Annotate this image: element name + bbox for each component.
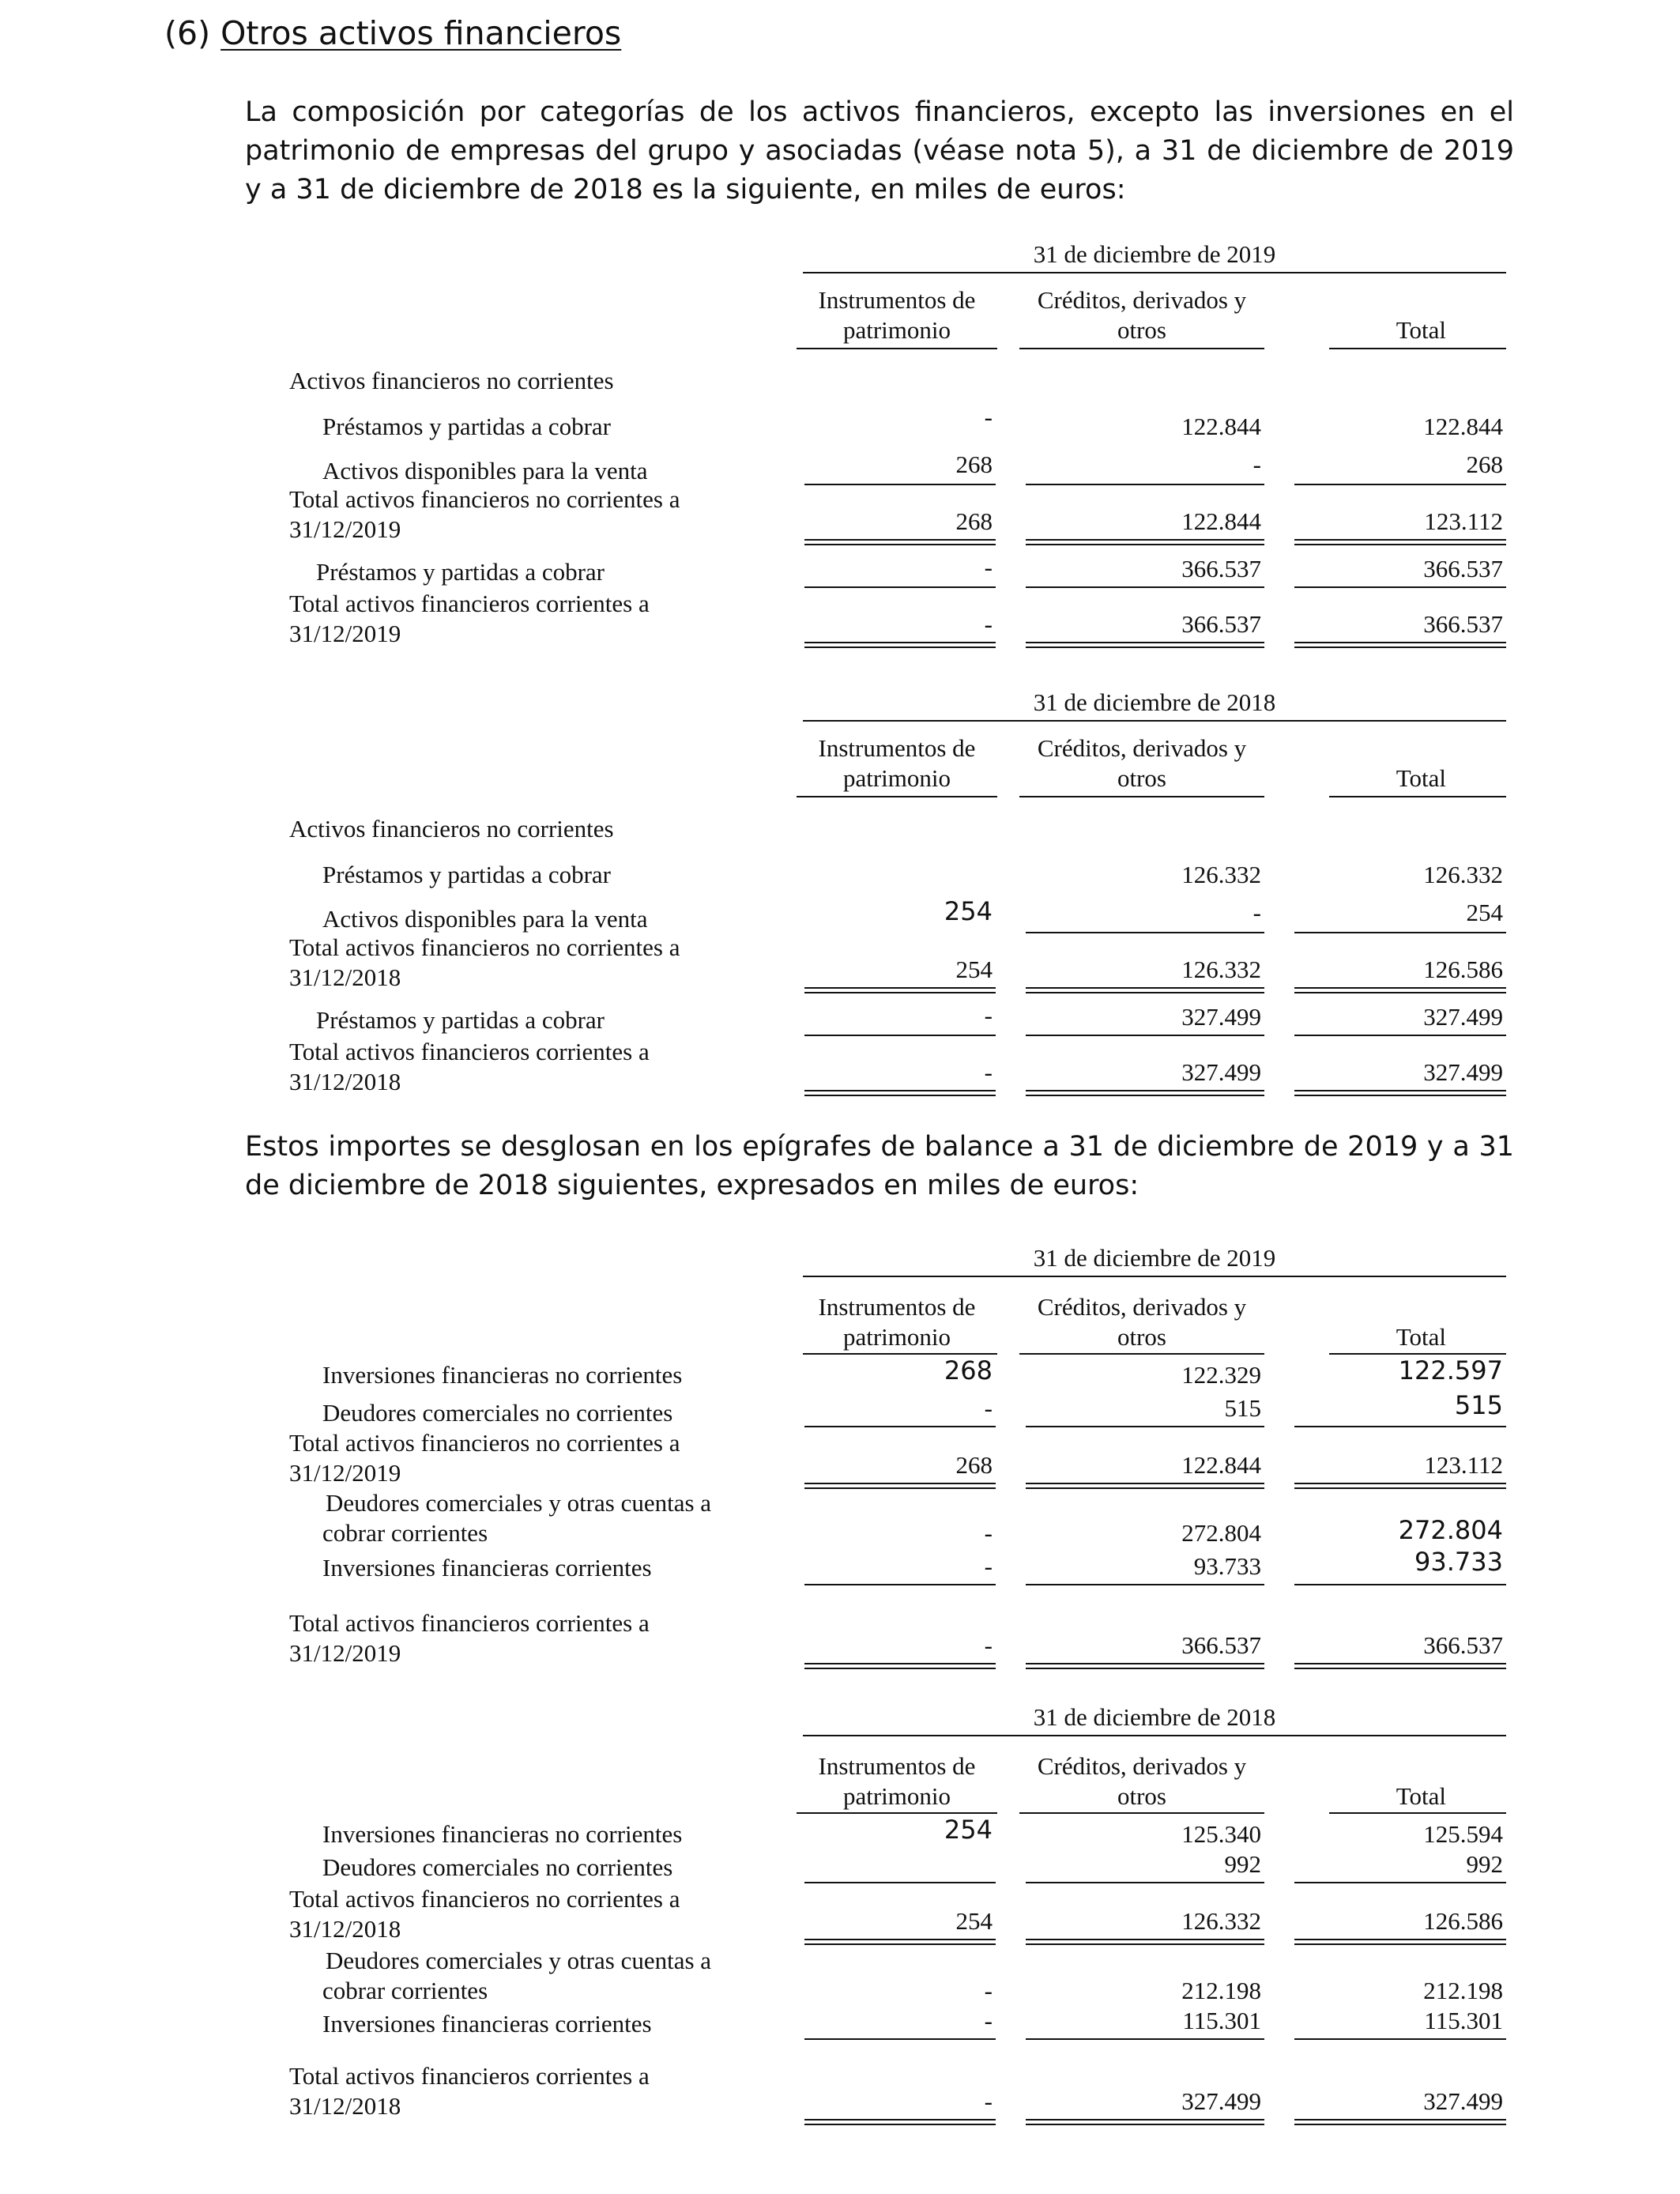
row-label: Inversiones financieras no corrientes <box>322 1820 683 1848</box>
row-label: Deudores comerciales y otras cuentas a <box>326 1947 712 1974</box>
breakdown-paragraph: Estos importes se desglosan en los epígrafes de balance a 31 de diciembre de 2019 y a 31 de diciembre de 2018 siguientes, expresados en miles de euros: <box>245 1131 1514 1201</box>
table-period: 31 de diciembre de 2018 <box>1033 688 1276 716</box>
col-header-total: Total <box>1396 1323 1446 1351</box>
row-label: Total activos financieros no corrientes a <box>289 485 680 513</box>
col-header-credits: Créditos, derivados y <box>1037 1752 1247 1780</box>
col-header-total: Total <box>1396 316 1446 344</box>
row-label: Total activos financieros no corrientes a <box>289 1885 680 1913</box>
intro-paragraph: La composición por categorías de los activos financieros, excepto las inversiones en el patrimonio de empresas del grupo y asociadas (véase nota 5), a 31 de diciembre de 2019 y a 31 de diciembre de 2018 es la siguiente, en miles de euros: <box>245 96 1514 205</box>
row-label: Total activos financieros corrientes a <box>289 1038 650 1065</box>
col-header-credits: Créditos, derivados y <box>1037 1293 1247 1321</box>
row-label: Total activos financieros corrientes a <box>289 2062 650 2090</box>
col-header-credits: Créditos, derivados y <box>1037 286 1247 314</box>
section-heading <box>164 14 621 52</box>
col-header-total: Total <box>1396 764 1446 792</box>
section-number: (6) <box>164 14 211 52</box>
row-label: Deudores comerciales no corrientes <box>322 1399 673 1427</box>
section-title: Otros activos financieros <box>220 14 622 52</box>
row-label: Activos disponibles para la venta <box>322 457 648 484</box>
row-label: Total activos financieros no corrientes a <box>289 1429 680 1457</box>
row-label: Inversiones financieras corrientes <box>322 1554 652 1581</box>
row-label: Total activos financieros corrientes a <box>289 1609 650 1637</box>
table-period: 31 de diciembre de 2018 <box>1033 1703 1276 1731</box>
row-label: Préstamos y partidas a cobrar <box>316 558 605 586</box>
col-header-equity: Instrumentos de <box>818 1752 976 1780</box>
col-header-equity: Instrumentos de <box>818 734 976 762</box>
row-label: Préstamos y partidas a cobrar <box>322 861 611 888</box>
row-label: Préstamos y partidas a cobrar <box>316 1006 605 1034</box>
row-label: Deudores comerciales no corrientes <box>322 1853 673 1881</box>
row-label: Total activos financieros corrientes a <box>289 590 650 617</box>
table-period: 31 de diciembre de 2019 <box>1033 240 1276 268</box>
row-label: Préstamos y partidas a cobrar <box>322 413 611 440</box>
section-label: Activos financieros no corrientes <box>289 815 614 843</box>
row-label: Deudores comerciales y otras cuentas a <box>326 1489 712 1517</box>
col-header-total: Total <box>1396 1782 1446 1810</box>
table-period: 31 de diciembre de 2019 <box>1033 1244 1276 1272</box>
col-header-equity: Instrumentos de <box>818 286 976 314</box>
row-label: Inversiones financieras corrientes <box>322 2010 652 2038</box>
document-page: (6) Otros activos financieros La composición por categorías de los activos financieros, excepto las inversiones en el patrimonio de empresas del grupo y asociadas (véase nota 5), a 31 de diciembre de 2019 y a 31 de diciembre de 2018 es la siguiente, en miles de euros: 31 de diciembre de 2019 Instrumentos de patrimonio Créditos, derivados y otros Total Activos financieros no corrientes Préstamos y partidas a cobrar - 122.844 122.844 Activos disponibles para la venta 268 - 268 Total activos financieros no corrientes a 31/12/2019 268 122.844 123.112 Préstamos y partidas a cobrar - 366.537 366.537 Total activos financieros corrientes a 31/12/2019 - 366.537 366.537 31 de diciembre de 2018 Instrumentos de patrimonio Créditos, derivados y otros Total Activos financieros no corrientes Préstamos y partidas a cobrar 126.332 126.332 Activos disponibles para la venta 254 - 254 Total activos financieros no corrientes a 31/12/2018 254 126.332 126.586 Préstamos y partidas a cobrar - 327.499 327.499 Total activos financieros corrientes a 31/12/2018 - 327.499 327.499 Estos importes se desglosan en los epígrafes de balance a 31 de diciembre de 2019 y a 31 de diciembre de 2018 siguientes, expresados en miles de euros: 31 de diciembre de 2019 Instrumentos de patrimonio Créditos, derivados y otros Total Inversiones financieras no corrientes 268 122.329 122.597 Deudores comerciales no corrientes - 515 515 Total activos financieros no corrientes a 31/12/2019 268 122.844 123.112 Deudores comerciales y otras cuentas a cobrar corrientes - 272.804 272.804 Inversiones financieras corrientes - 93.733 93.733 Total activos financieros corrientes a 31/12/2019 - 366.537 366.537 31 de diciembre de 2018 Instrumentos de patrimonio Créditos, derivados y otros Total Inversiones financieras no corrientes 254 125.340 125.594 Deudores comerciales no corrientes 992 992 Total activos financieros no corrientes a 31/12/2018 254 126.332 126.586 Deudores comerciales y otras cuentas a cobrar corrientes - 212.198 212.198 Inversiones financieras corrientes - 115.301 115.301 Total activos financieros corrientes a 31/12/2018 - 327.499 327.499 <box>0 0 1680 2194</box>
col-header-credits: Créditos, derivados y <box>1037 734 1247 762</box>
col-header-equity: Instrumentos de <box>818 1293 976 1321</box>
row-label: Total activos financieros no corrientes a <box>289 933 680 961</box>
section-label: Activos financieros no corrientes <box>289 367 614 394</box>
row-label: Inversiones financieras no corrientes <box>322 1361 683 1389</box>
row-label: Activos disponibles para la venta <box>322 905 648 933</box>
